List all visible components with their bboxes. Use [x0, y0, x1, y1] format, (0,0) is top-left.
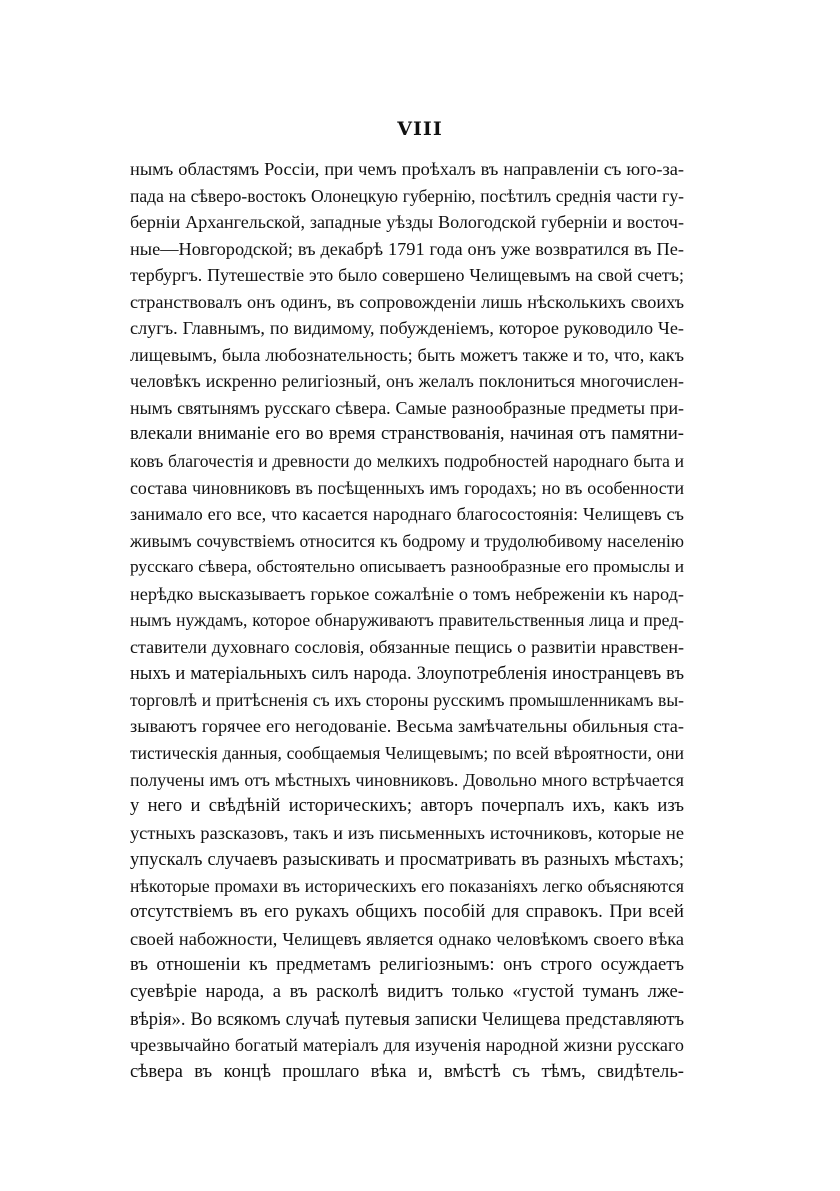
- text-line: упускалъ случаевъ разыскивать и просматривать въ разныхъ мѣстахъ;: [130, 849, 684, 870]
- page-number: VIII: [397, 118, 443, 140]
- text-line: человѣкъ искренно религіозный, онъ желалъ поклониться многочислен-: [130, 371, 684, 392]
- text-line: въ отношеніи къ предметамъ религіознымъ: онъ строго осуждаетъ: [130, 954, 684, 976]
- text-line: нерѣдко высказываетъ горькое сожалѣніе о томъ небреженіи къ народ-: [130, 583, 684, 604]
- text-line: суевѣріе народа, а въ расколѣ видитъ только «густой туманъ лже-: [130, 980, 684, 1002]
- text-line: нымъ святынямъ русскаго сѣвера. Самые разнообразные предметы при-: [130, 397, 684, 418]
- text-line: устныхъ разсказовъ, такъ и изъ письменныхъ источниковъ, которые не: [130, 822, 684, 843]
- text-line: своей набожности, Челищевъ является однако человѣкомъ своего вѣка: [130, 928, 684, 949]
- text-line: получены имъ отъ мѣстныхъ чиновниковъ. Довольно много встрѣчается: [130, 769, 684, 790]
- text-line: у него и свѣдѣній историческихъ; авторъ почерпалъ ихъ, какъ изъ: [130, 795, 684, 817]
- text-line: торговлѣ и притѣсненія съ ихъ стороны русскимъ промышленникамъ вы-: [130, 689, 684, 710]
- body-text: [130, 156, 684, 1085]
- text-line: странствовалъ онъ одинъ, въ сопровожденіи лишь нѣсколькихъ своихъ: [130, 291, 684, 312]
- text-line: сѣвера въ концѣ прошлаго вѣка и, вмѣстѣ съ тѣмъ, свидѣтель-: [130, 1060, 684, 1082]
- text-line: занимало его все, что касается народнаго благосостоянія: Челищевъ съ: [130, 504, 684, 525]
- text-line: состава чиновниковъ въ посѣщенныхъ имъ городахъ; но въ особенности: [130, 477, 684, 498]
- text-line: пада на сѣверо-востокъ Олонецкую губернію, посѣтилъ среднія части гу-: [130, 185, 684, 206]
- text-line: слугъ. Главнымъ, по видимому, побужденіемъ, которое руководило Че-: [130, 318, 684, 339]
- text-line: тистическія данныя, сообщаемыя Челищевымъ; по всей вѣроятности, они: [130, 743, 684, 764]
- text-line: живымъ сочувствіемъ относится къ бодрому и трудолюбивому населенію: [130, 530, 684, 551]
- text-line: нымъ областямъ Россіи, при чемъ проѣхалъ въ направленіи съ юго-за-: [130, 159, 684, 179]
- text-line: ныхъ и матеріальныхъ силъ народа. Злоупотребленія иностранцевъ въ: [130, 663, 684, 684]
- text-line: влекали вниманіе его во время странствованія, начиная отъ памятни-: [130, 423, 684, 445]
- text-line: нѣкоторые промахи въ историческихъ его показаніяхъ легко объясняются: [130, 875, 684, 896]
- text-line: вѣрія». Во всякомъ случаѣ путевыя записки Челищева представляютъ: [130, 1008, 684, 1029]
- text-line: нымъ нуждамъ, которое обнаруживаютъ правительственныя лица и пред-: [130, 610, 684, 631]
- text-line: зываютъ горячее его негодованіе. Весьма замѣчательны обильныя ста-: [130, 716, 684, 737]
- text-line: ные—Новгородской; въ декабрѣ 1791 года онъ уже возвратился въ Пе-: [130, 238, 684, 259]
- text-line: берніи Архангельской, западные уѣзды Вологодской губерніи и восточ-: [130, 212, 684, 233]
- text-line: ковъ благочестія и древности до мелкихъ подробностей народнаго быта и: [130, 451, 684, 472]
- text-line: ставители духовнаго сословія, обязанные пещись о развитіи нравствен-: [130, 636, 684, 657]
- text-line: русскаго сѣвера, обстоятельно описываетъ разнообразные его промыслы и: [130, 557, 684, 577]
- text-line: лищевымъ, была любознательность; быть можетъ также и то, что, какъ: [130, 344, 684, 365]
- text-line: отсутствіемъ въ его рукахъ общихъ пособій для справокъ. При всей: [130, 901, 684, 923]
- text-line: тербургъ. Путешествіе это было совершено Челищевымъ на свой счетъ;: [130, 265, 684, 286]
- text-line: чрезвычайно богатый матеріалъ для изученія народной жизни русскаго: [130, 1035, 684, 1056]
